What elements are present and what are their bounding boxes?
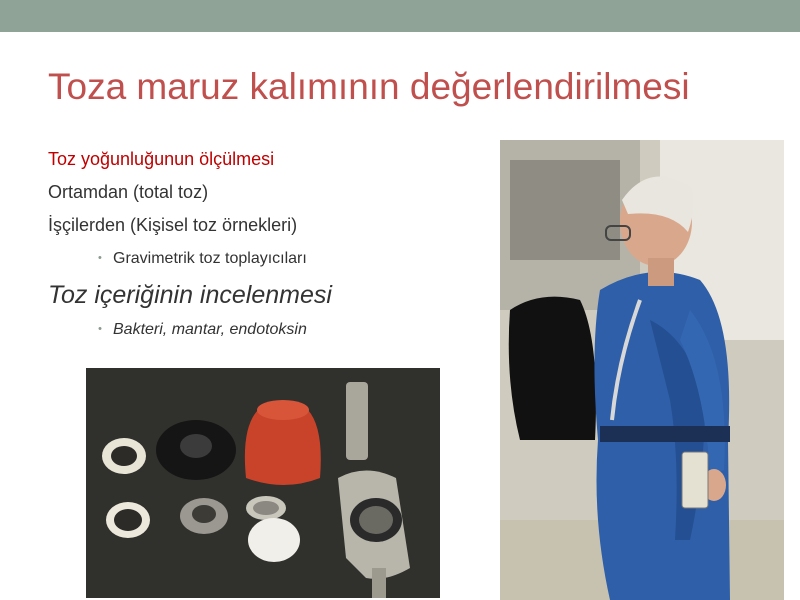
bullet-gravimetric-text: Gravimetrik toz toplayıcıları — [113, 250, 307, 267]
sampler-parts-photo — [86, 368, 440, 598]
bullet-list — [48, 146, 488, 349]
bullet-content-heading: Toz içeriğinin incelenmesi — [48, 281, 332, 309]
bullet-personal: İşçilerden (Kişisel toz örnekleri) — [48, 215, 298, 235]
worker-photo — [500, 140, 784, 600]
slide-title: Toza maruz kalımının değerlendirilmesi — [48, 66, 690, 107]
bullet-ambient: Ortamdan (total toz) — [48, 182, 209, 202]
bullet-dot-icon: • — [98, 323, 102, 335]
bullet-gravimetric — [48, 245, 488, 278]
bullet-concentration-heading: Toz yoğunluğunun ölçülmesi — [48, 149, 275, 169]
top-band — [0, 0, 800, 32]
bullet-content-items — [48, 316, 488, 349]
bullet-content-items-text: Bakteri, mantar, endotoksin — [113, 321, 307, 338]
bullet-dot-icon: • — [98, 252, 102, 264]
